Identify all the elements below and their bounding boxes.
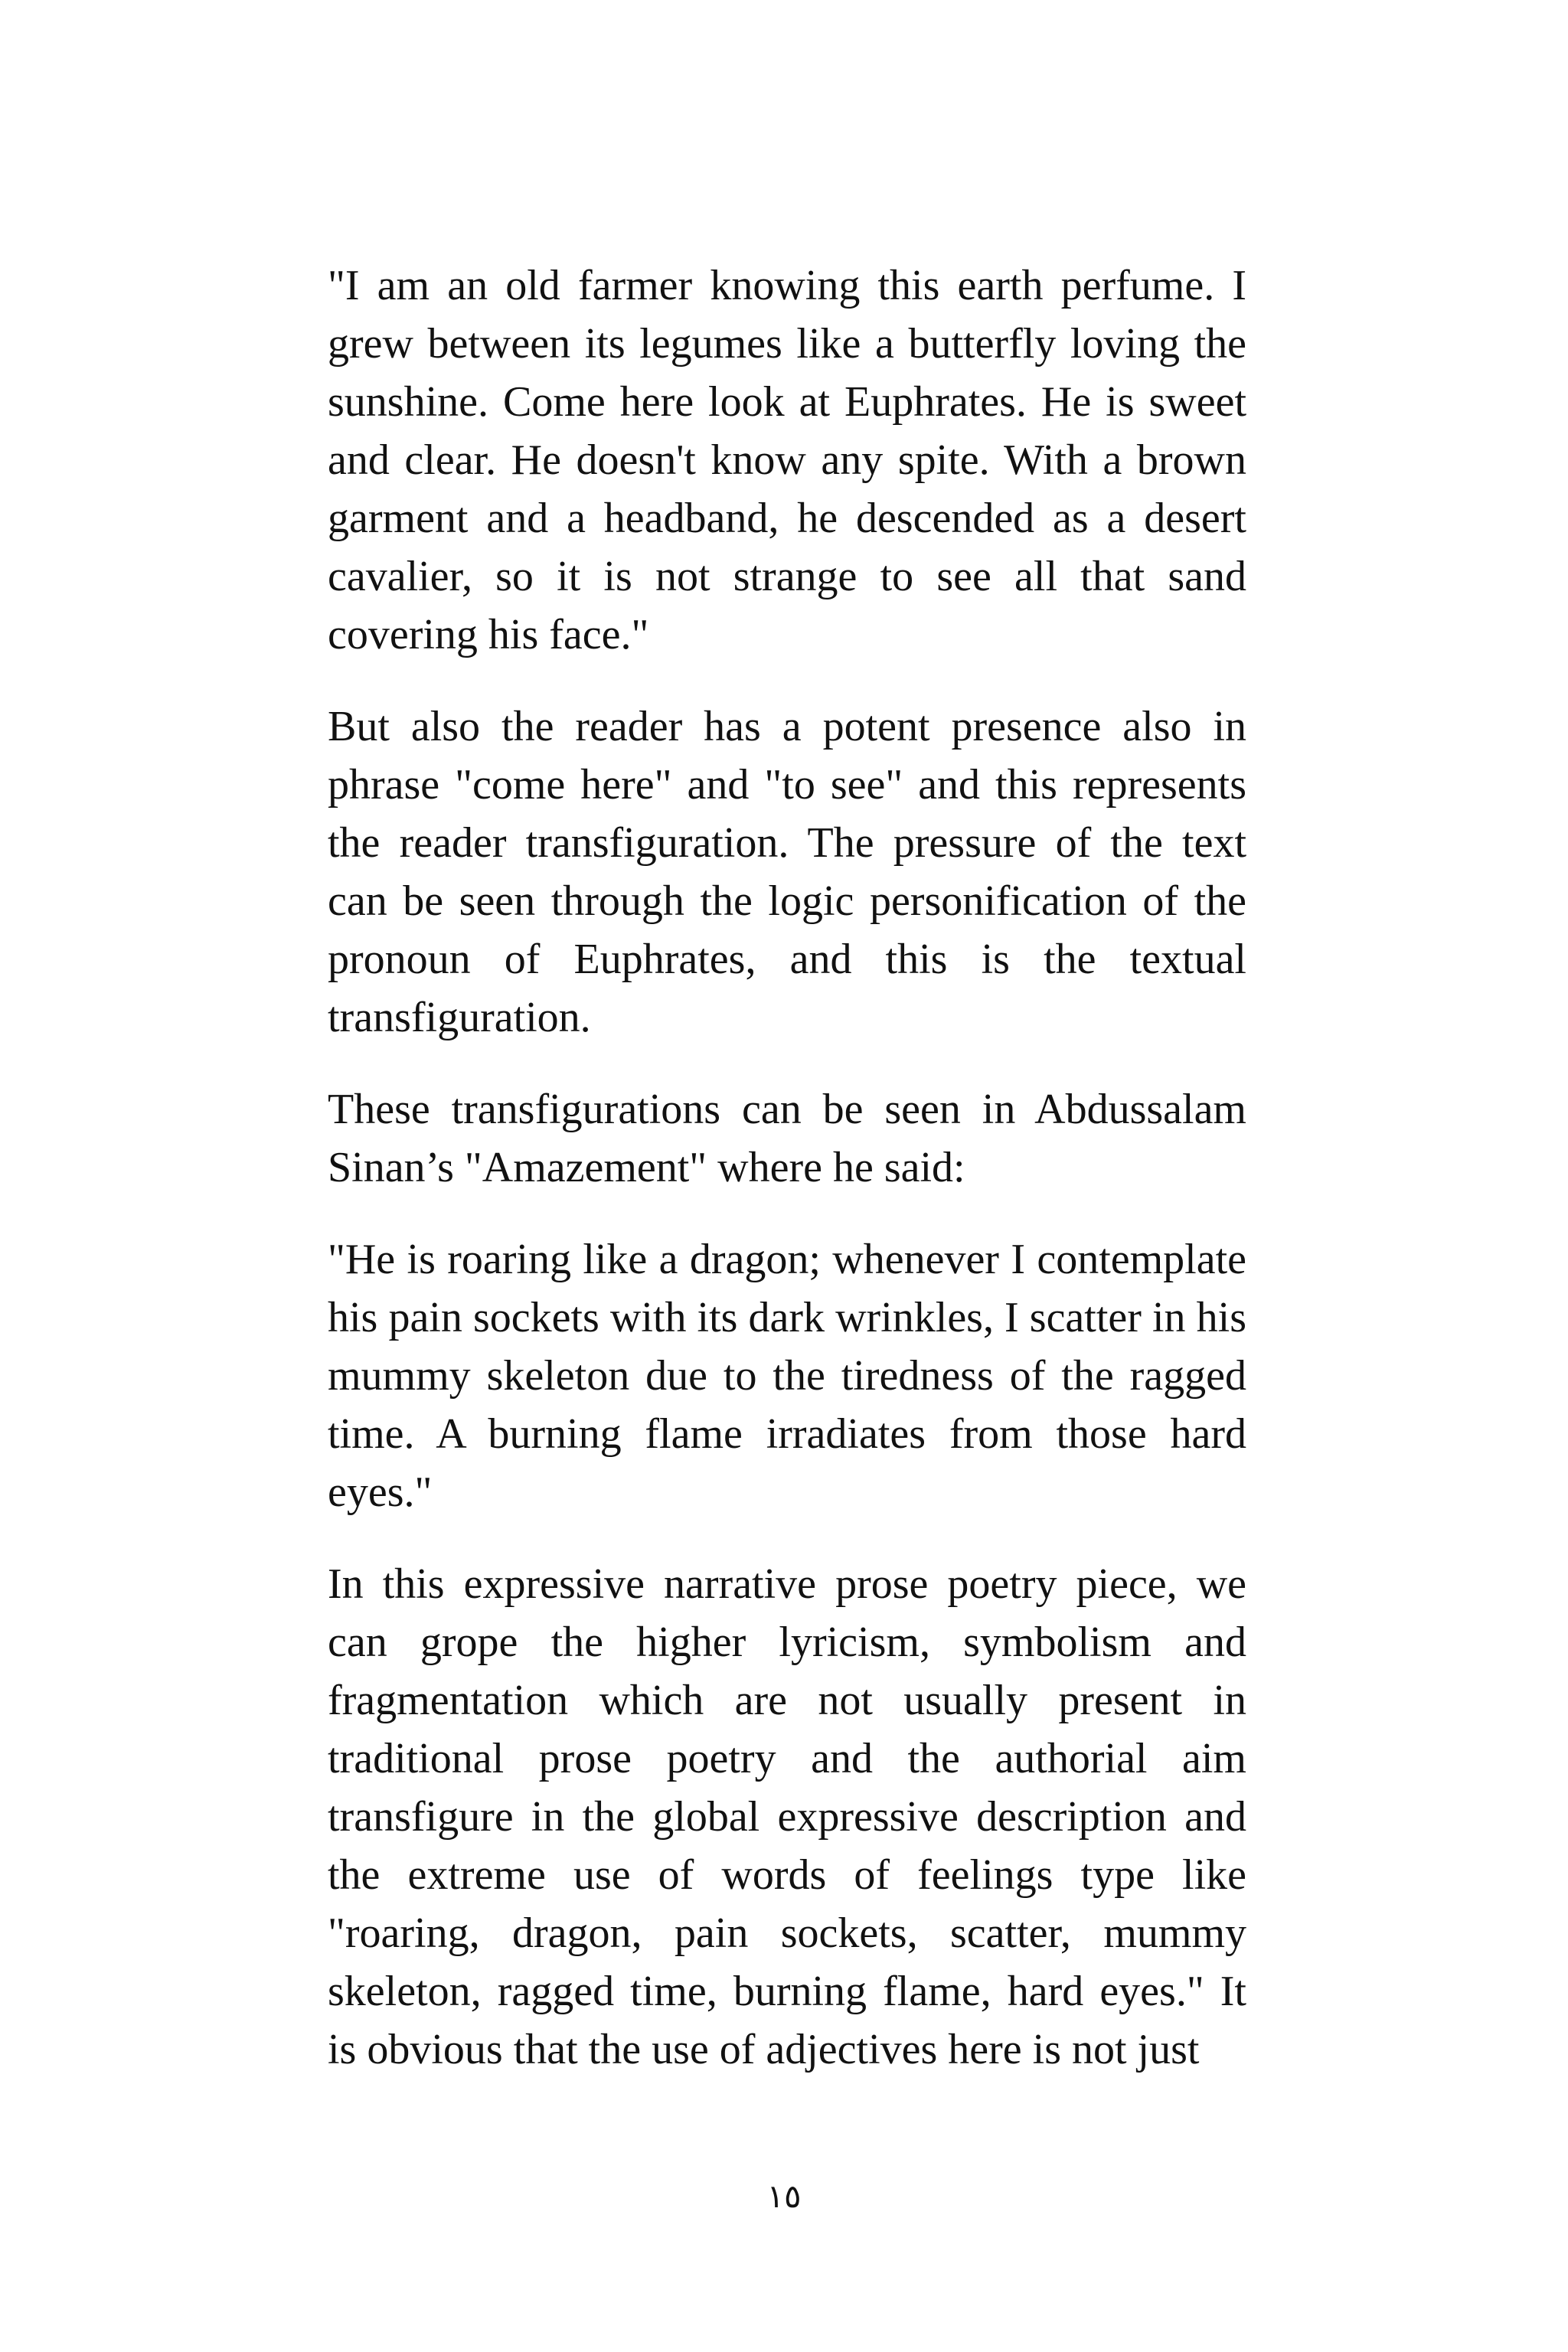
paragraph-amazement-intro: These transfigurations can be seen in Abdussalam Sinan’s "Amazement" where he said: xyxy=(328,1086,1246,1191)
paragraph-quote-farmer: "I am an old farmer knowing this earth perfume. I grew between its legumes like a butterfly loving the sunshine. Come here look at Euphrates. He is sweet and clear. He doesn't know any spite. With a brown garment and a headband, he descended as a desert cavalier, so it is not strange to see all that sand covering his face." xyxy=(328,262,1246,658)
page-body xyxy=(328,256,1246,2112)
page-number: ١٥ xyxy=(766,2180,802,2215)
paragraph-quote-dragon: "He is roaring like a dragon; whenever I contemplate his pain sockets with its dark wrinkles, I scatter in his mummy skeleton due to the tiredness of the ragged time. A burning flame irradiates from those hard eyes." xyxy=(328,1236,1246,1516)
paragraph-reader-transfiguration: But also the reader has a potent presence also in phrase "come here" and "to see" and this represents the reader transfiguration. The pressure of the text can be seen through the logic personification of the pronoun of Euphrates, and this is the textual transfiguration. xyxy=(328,703,1246,1041)
paragraph-analysis: In this expressive narrative prose poetry piece, we can grope the higher lyricism, symbolism and fragmentation which are not usually present in traditional prose poetry and the authorial aim transfigure in the global expressive description and the extreme use of words of feelings type like "roaring, dragon, pain sockets, scatter, mummy skeleton, ragged time, burning flame, hard eyes." It is obvious that the use of adjectives here is not just xyxy=(328,1560,1246,2073)
